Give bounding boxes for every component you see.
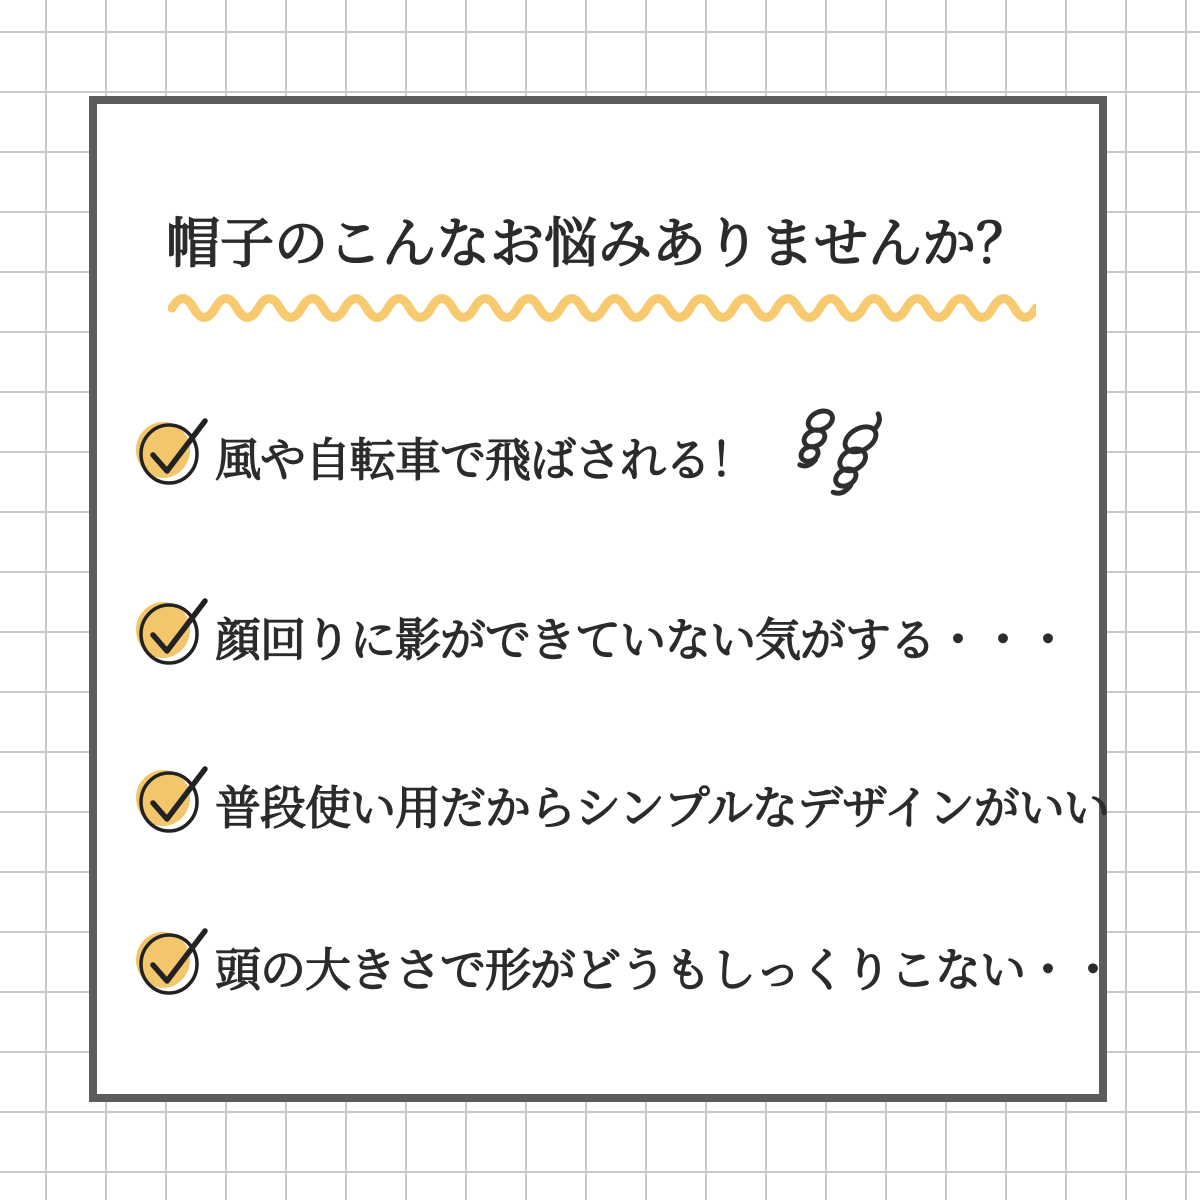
concerns-card bbox=[89, 96, 1115, 1102]
wavy-underline bbox=[168, 293, 1036, 323]
checklist-item bbox=[133, 592, 1070, 672]
check-circle-icon bbox=[133, 594, 209, 670]
checklist-item-label: 顔回りに影ができていない気がする・・・ bbox=[215, 614, 1070, 666]
check-circle-icon bbox=[133, 762, 209, 838]
checklist-item bbox=[133, 760, 1109, 840]
checklist-item-label: 風や自転車で飛ばされる！ bbox=[215, 434, 755, 486]
checklist-item-label: 頭の大きさで形がどうもしっくりこない・・ bbox=[215, 944, 1115, 996]
check-circle-icon bbox=[133, 414, 209, 490]
frustration-scribble-icon bbox=[788, 404, 886, 502]
checklist-item bbox=[133, 412, 755, 492]
page-title: 帽子のこんなお悩みありませんか？ bbox=[166, 214, 1030, 274]
check-circle-icon bbox=[133, 924, 209, 1000]
checklist-item bbox=[133, 922, 1115, 1002]
checklist-item-label: 普段使い用だからシンプルなデザインがいい bbox=[215, 782, 1109, 834]
